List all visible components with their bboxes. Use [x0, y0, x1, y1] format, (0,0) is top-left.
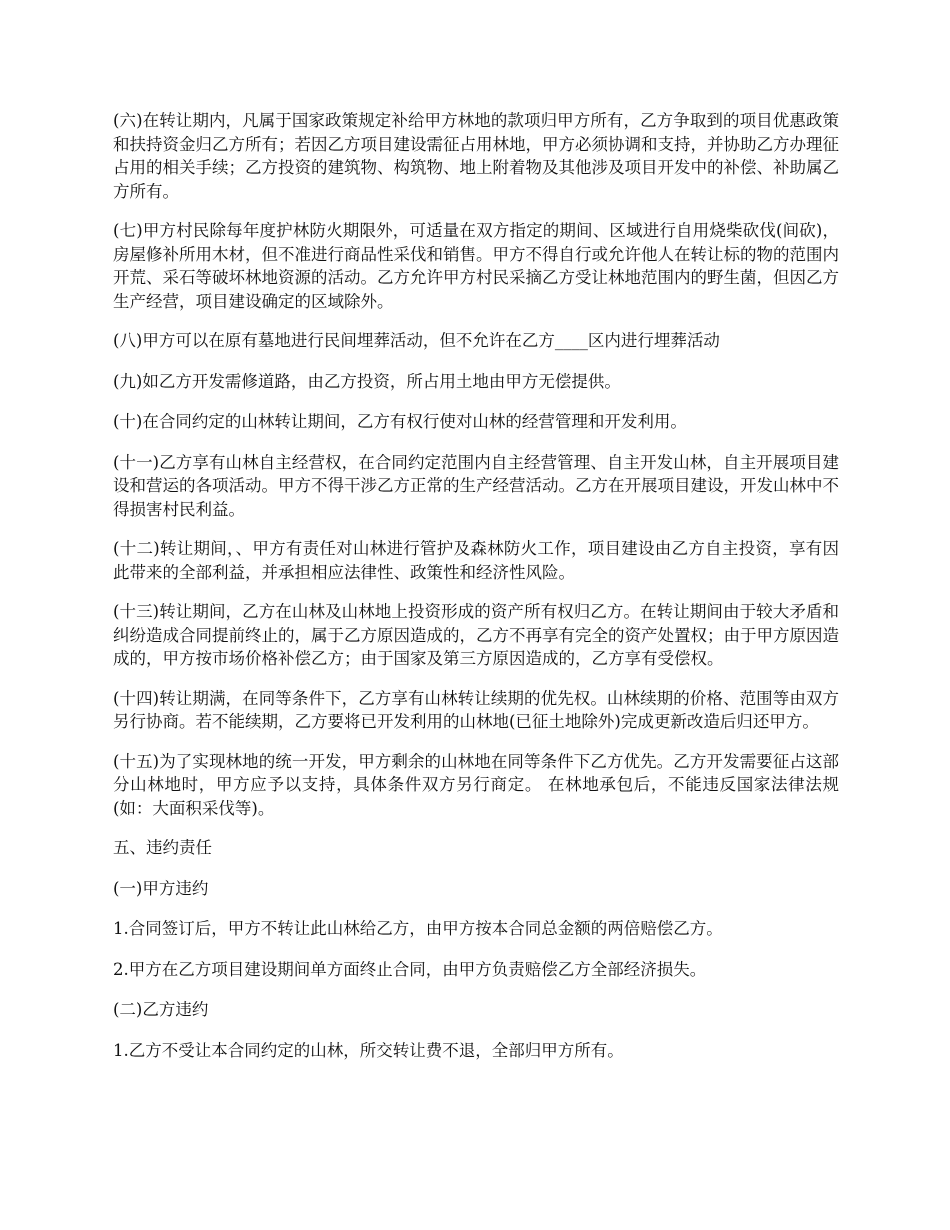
paragraph-clause-7: (七)甲方村民除每年度护林防火期限外，可适量在双方指定的期间、区域进行自用烧柴砍伐(间砍)，房屋修补所用木材，但不准进行商品性采伐和销售。甲方不得自行或允许他人在转让标的物的范围内开荒、采石等破坏林地资源的活动。乙方允许甲方村民采摘乙方受让林地范围内的野生菌，但因乙方生产经营，项目建设确定的区域除外。	[113, 221, 839, 311]
section-heading-breach-liability: 五、违约责任	[113, 838, 212, 857]
paragraph-party-a-item-1: 1.合同签订后，甲方不转让此山林给乙方，由甲方按本合同总金额的两倍赔偿乙方。	[113, 919, 723, 938]
paragraph-party-a-item-2: 2.甲方在乙方项目建设期间单方面终止合同，由甲方负责赔偿乙方全部经济损失。	[113, 959, 707, 979]
paragraph-clause-12: (十二)转让期间，、甲方有责任对山林进行管护及森林防火工作，项目建设由乙方自主投资，享有因此带来的全部利益，并承担相应法律性、政策性和经济性风险。	[113, 539, 839, 582]
paragraph-clause-13: (十三)转让期间，乙方在山林及山林地上投资形成的资产所有权归乙方。在转让期间由于较大矛盾和纠纷造成合同提前终止的，属于乙方原因造成的，乙方不再享有完全的资产处置权；由于甲方原因造成的，甲方按市场价格补偿乙方；由于国家及第三方原因造成的，乙方享有受偿权。	[113, 602, 839, 668]
paragraph-clause-8: (八)甲方可以在原有墓地进行民间埋葬活动，但不允许在乙方____区内进行埋葬活动	[113, 331, 720, 350]
paragraph-clause-11: (十一)乙方享有山林自主经营权，在合同约定范围内自主经营管理、自主开发山林，自主开展项目建设和营运的各项活动。甲方不得干涉乙方正常的生产经营活动。乙方在开展项目建设，开发山林中不得损害村民利益。	[113, 452, 839, 519]
subheading-party-b-breach: (二)乙方违约	[113, 1000, 209, 1019]
paragraph-party-b-item-1: 1.乙方不受让本合同约定的山林，所交转让费不退，全部归甲方所有。	[113, 1040, 624, 1060]
subheading-party-a-breach: (一)甲方违约	[113, 878, 209, 898]
paragraph-clause-14: (十四)转让期满，在同等条件下，乙方享有山林转让续期的优先权。山林续期的价格、范围等由双方另行协商。若不能续期，乙方要将已开发利用的山林地(已征土地除外)完成更新改造后归还甲方。	[113, 688, 839, 731]
paragraph-clause-6: (六)在转让期内，凡属于国家政策规定补给甲方林地的款项归甲方所有，乙方争取到的项目优惠政策和扶持资金归乙方所有；若因乙方项目建设需征占用林地，甲方必须协调和支持，并协助乙方办理征占用的相关手续；乙方投资的建筑物、构筑物、地上附着物及其他涉及项目开发中的补偿、补助属乙方所有。	[113, 111, 839, 201]
paragraph-clause-10: (十)在合同约定的山林转让期间，乙方有权行使对山林的经营管理和开发利用。	[113, 412, 687, 431]
document-page	[113, 109, 839, 1079]
paragraph-clause-15: (十五)为了实现林地的统一开发，甲方剩余的山林地在同等条件下乙方优先。乙方开发需要征占这部分山林地时，甲方应予以支持，具体条件双方另行商定。 在林地承包后，不能违反国家法律法规(如：大面积采伐等)。	[113, 751, 839, 818]
paragraph-clause-9: (九)如乙方开发需修道路，由乙方投资，所占用土地由甲方无偿提供。	[113, 371, 621, 391]
